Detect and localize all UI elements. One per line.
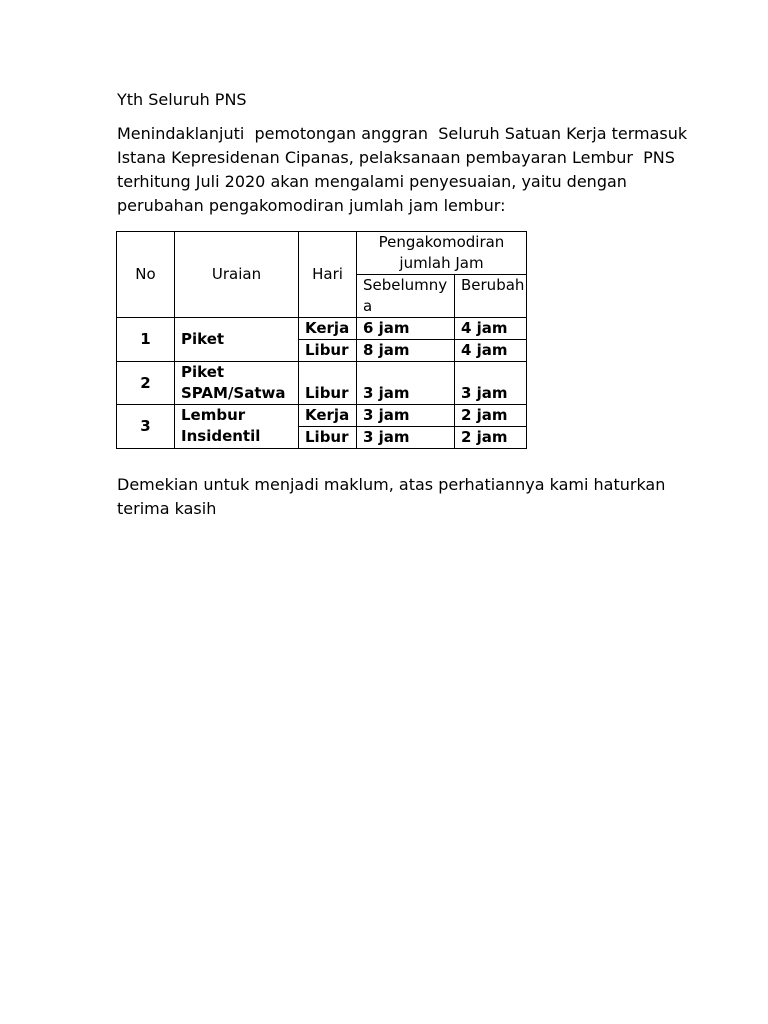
closing-line: terima kasih <box>117 499 217 518</box>
row-hari: Libur <box>299 427 357 449</box>
intro-line: perubahan pengakomodiran jumlah jam lembur: <box>117 196 506 215</box>
row-berubah: 3 jam <box>455 362 527 405</box>
row-berubah: 2 jam <box>455 427 527 449</box>
row-berubah: 4 jam <box>455 318 527 340</box>
row-no: 2 <box>117 362 175 405</box>
table-header-row <box>117 232 527 275</box>
row-hari: Kerja <box>299 318 357 340</box>
row-uraian: Lembur Insidentil <box>175 405 299 449</box>
row-sebelumnya: 6 jam <box>357 318 455 340</box>
row-uraian: Piket <box>175 318 299 362</box>
header-uraian: Uraian <box>175 232 299 318</box>
intro-line: terhitung Juli 2020 akan mengalami penyesuaian, yaitu dengan <box>117 172 627 191</box>
overtime-table <box>116 231 527 449</box>
row-berubah: 4 jam <box>455 340 527 362</box>
header-group: Pengakomodiran jumlah Jam <box>357 232 527 275</box>
row-sebelumnya: 3 jam <box>357 405 455 427</box>
intro-line: Istana Kepresidenan Cipanas, pelaksanaan pembayaran Lembur PNS <box>117 148 675 167</box>
row-sebelumnya: 3 jam <box>357 427 455 449</box>
intro-paragraph <box>117 122 688 218</box>
table-row <box>117 405 527 427</box>
table-row <box>117 362 527 405</box>
header-no: No <box>117 232 175 318</box>
header-sebelumnya: Sebelumnya <box>357 275 455 318</box>
row-hari: Libur <box>299 340 357 362</box>
row-no: 1 <box>117 318 175 362</box>
intro-line: Menindaklanjuti pemotongan anggran Seluruh Satuan Kerja termasuk <box>117 124 688 143</box>
row-berubah: 2 jam <box>455 405 527 427</box>
row-no: 3 <box>117 405 175 449</box>
row-hari: Kerja <box>299 405 357 427</box>
closing-paragraph <box>117 473 666 521</box>
header-berubah: Berubah <box>455 275 527 318</box>
row-hari: Libur <box>299 362 357 405</box>
header-hari: Hari <box>299 232 357 318</box>
row-sebelumnya: 8 jam <box>357 340 455 362</box>
row-sebelumnya: 3 jam <box>357 362 455 405</box>
greeting: Yth Seluruh PNS <box>117 90 247 109</box>
row-uraian: Piket SPAM/Satwa <box>175 362 299 405</box>
table-row <box>117 318 527 340</box>
closing-line: Demekian untuk menjadi maklum, atas perhatiannya kami haturkan <box>117 475 666 494</box>
